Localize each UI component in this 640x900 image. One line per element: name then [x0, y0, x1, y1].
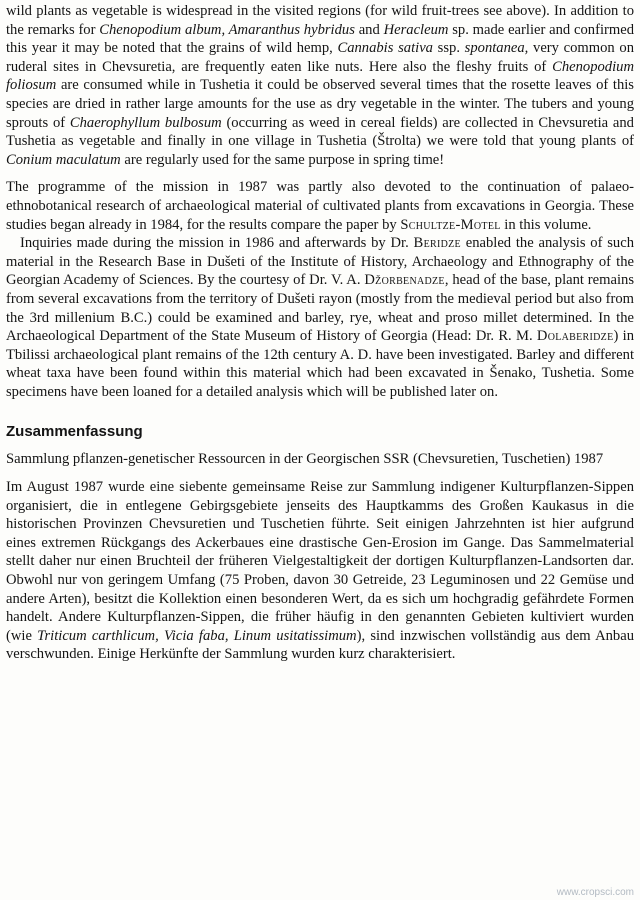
watermark: www.cropsci.com — [556, 887, 634, 898]
paragraph-gap — [6, 169, 634, 178]
paragraph-wild-plants: wild plants as vegetable is widespread in the visited regions (for wild fruit-trees see above). In addition to the remarks for Chenopodium album, Amaranthus hybridus and Heracleum sp. made earlier and confirmed this year it may be noted that the grains of wild hemp, Cannabis sativa ssp. spontanea, very common on ruderal sites in Chevsuretia, are frequently eaten like nuts. Here also the fleshy fruits of Chenopodium foliosum are consumed while in Tushetia it could be observed several times that the rosette leaves of this species are dried in rather large amounts for the use as dry vegetable in the winter. The tubers and young sprouts of Chaerophyllum bulbosum (occurring as weed in cereal fields) are collected in Chevsuretia and Tushetia as vegetable and finally in one village in Tushetia (Štrolta) we were told that young plants of Conium maculatum are regularly used for the same purpose in spring time! — [6, 3, 634, 168]
paragraph-inquiries: Inquiries made during the mission in 1986 and afterwards by Dr. Beridze enabled the analysis of such material in the Research Base in Dušeti of the Institute of History, Archaeology and Ethnography of the Georgian Academy of Sciences. By the courtesy of Dr. V. A. Džorbenadze, head of the base, plant remains from several excavations from the territory of Dušeti rayon (mostly from the medieval period but also from the 3rd millenium B.C.) could be examined and barley, rye, wheat and proso millet determined. In the Archaeological Department of the State Museum of History of Georgia (Head: Dr. R. M. Dolaberidze) in Tbilissi archaeological plant remains of the 12th century A. D. have been investigated. Barley and different wheat taxa have been found within this material which had been excavated in Šenako, Tushetia. Some specimens have been loaned for a detailed analysis which will be published later on. — [6, 235, 635, 400]
paragraph-summary: Im August 1987 wurde eine siebente gemeinsame Reise zur Sammlung indigener Kulturpflanzen-Sippen organisiert, die in entlegene Gebirgsgebiete jenseits des Hauptkamms des Großen Kaukasus in die historischen Provinzen Chevsuretien und Tuschetien führte. Seit einigen Jahrzehnten ist hier aufgrund eines extremen Rückgangs des Ackerbaues eine drastische Gen-Erosion im Gange. Das Sammelmaterial stellt daher nur einen Bruchteil der früheren Vielgestaltigkeit der dortigen Kulturpflanzen-Landsorten dar. Obwohl nur von geringem Umfang (75 Proben, davon 30 Getreide, 23 Leguminosen und 22 Gemüse und andere Arten), besitzt die Kollektion einen besonderen Wert, da es sich um hochgradig gefährdete Formen handelt. Andere Kulturpflanzen-Sippen, die früher häufig in den genannten Gebieten kultiviert wurden (wie Triticum carthlicum, Vicia faba, Linum usitatissimum), sind inzwischen vollständig aus dem Anbau verschwunden. Einige Herkünfte der Sammlung wurden kurz charakterisiert. — [6, 479, 634, 663]
document-page — [6, 0, 634, 664]
paragraph-programme: The programme of the mission in 1987 was partly also devoted to the continuation of palaeo-ethnobotanical research of archaeological material of cultivated plants from excavations in Georgia. These studies began already in 1984, for the results compare the paper by Schultze-Motel in this volume. — [6, 179, 634, 233]
section-heading: Zusammenfassung — [6, 423, 143, 441]
summary-subtitle: Sammlung pflanzen-genetischer Ressourcen in der Georgischen SSR (Chevsuretien, Tuschetien) 1987 — [6, 451, 604, 468]
